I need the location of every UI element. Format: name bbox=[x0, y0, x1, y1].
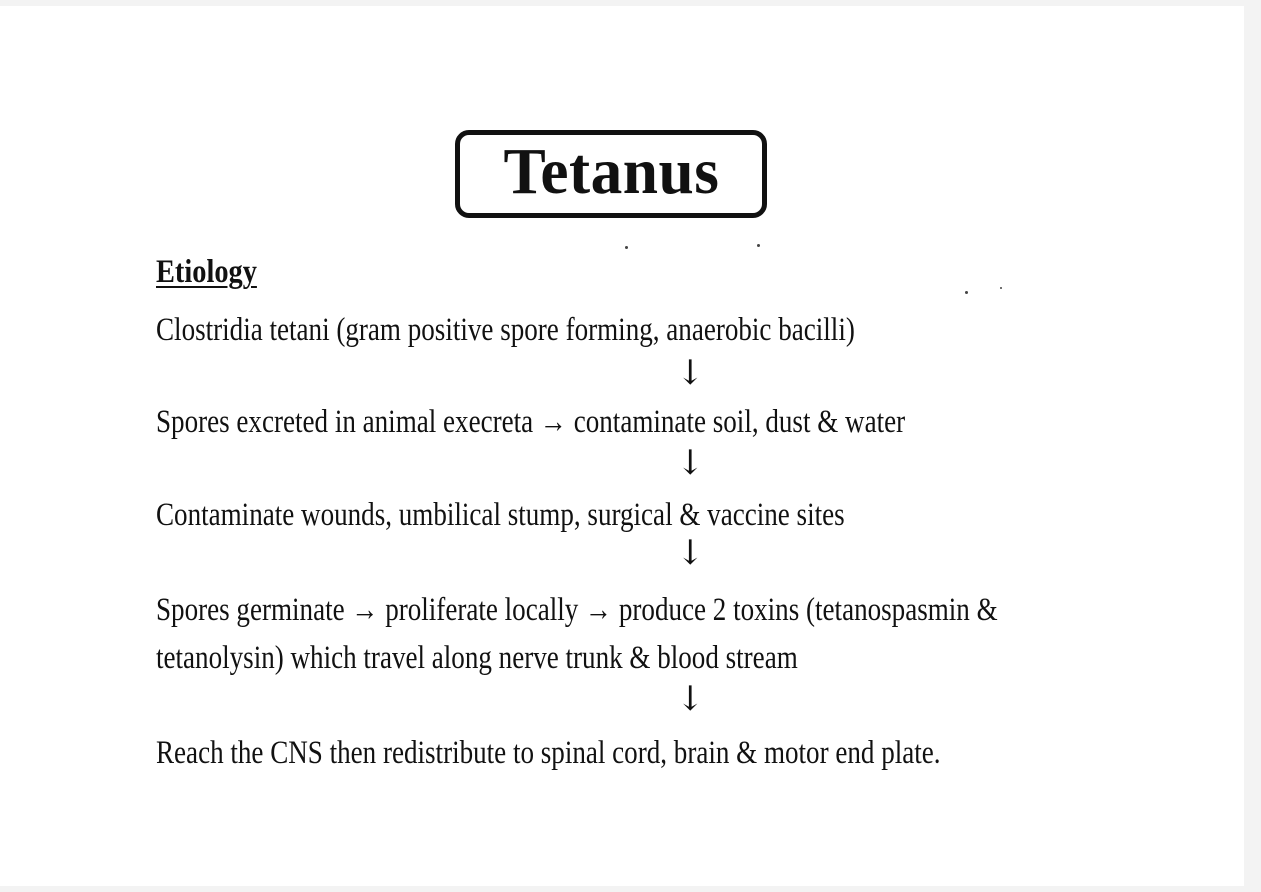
flow-step-4: Spores germinate → proliferate locally → produce 2 toxins (tetanospasmin & bbox=[156, 592, 998, 628]
scan-speck bbox=[965, 291, 968, 294]
scan-speck bbox=[1000, 287, 1002, 289]
flow-step-1: Clostridia tetani (gram positive spore forming, anaerobic bacilli) bbox=[156, 312, 855, 348]
flow-step-5: Reach the CNS then redistribute to spinal cord, brain & motor end plate. bbox=[156, 735, 941, 771]
title-box bbox=[455, 130, 767, 218]
down-arrow-icon: ↓ bbox=[676, 533, 705, 573]
scan-speck bbox=[625, 246, 628, 249]
down-arrow-icon: ↓ bbox=[676, 443, 705, 483]
section-heading: Etiology bbox=[156, 254, 257, 290]
page-title: Tetanus bbox=[503, 135, 719, 208]
down-arrow-icon: ↓ bbox=[676, 679, 705, 719]
document-page bbox=[0, 6, 1244, 886]
scan-speck bbox=[757, 244, 760, 247]
down-arrow-icon: ↓ bbox=[676, 353, 705, 393]
flow-step-4-continued: tetanolysin) which travel along nerve trunk & blood stream bbox=[156, 640, 798, 676]
flow-step-2: Spores excreted in animal execreta → contaminate soil, dust & water bbox=[156, 404, 906, 440]
flow-step-3: Contaminate wounds, umbilical stump, surgical & vaccine sites bbox=[156, 497, 845, 533]
